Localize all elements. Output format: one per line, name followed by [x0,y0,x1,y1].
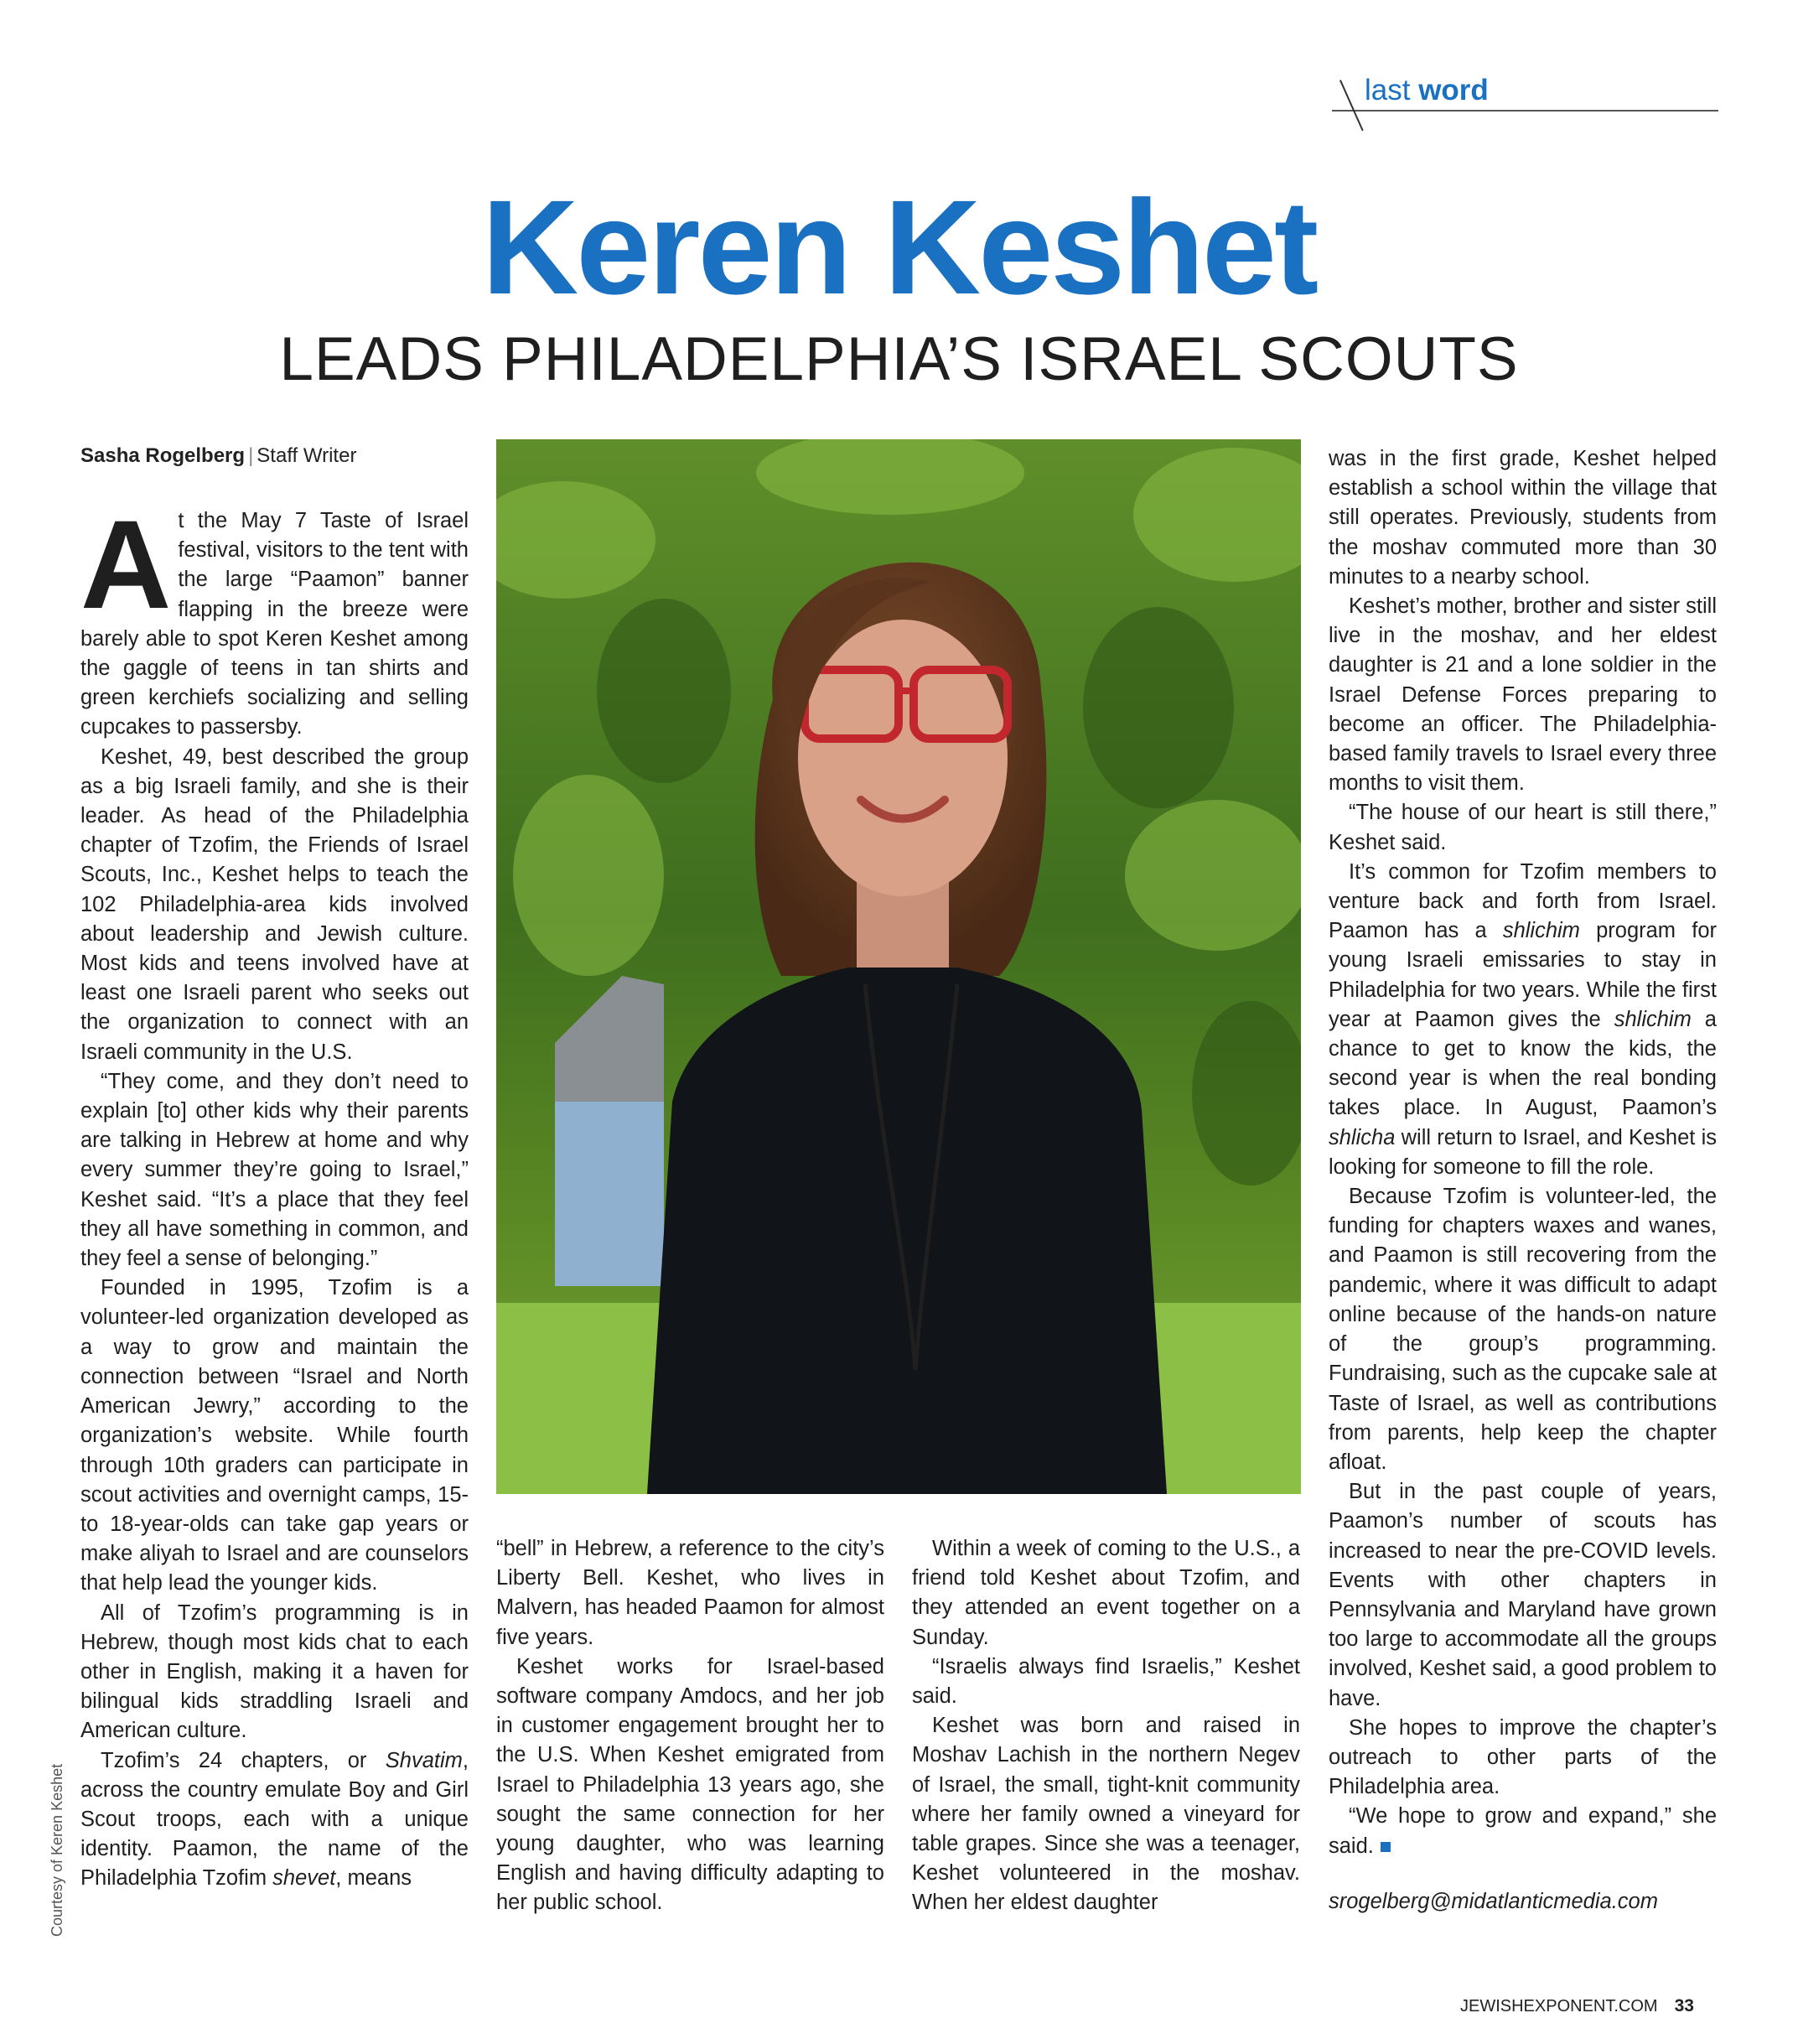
text-run: a chance to get to know the kids, the second year is when the real bonding takes place. In August, Paamon’s [1329,1007,1717,1120]
article-paragraph [80,1746,469,1894]
portrait-photo [496,439,1301,1494]
text-run: It’s common for Tzofim members to venture back and forth from Israel. Paamon has a [1329,859,1717,943]
article-paragraph [1329,1802,1717,1860]
italic-term: shlichim [1502,919,1580,943]
article-paragraph: Within a week of coming to the U.S., a friend told Keshet about Tzofim, and they attended an event together on a Sunday. [912,1537,1300,1649]
article-paragraph: Keshet works for Israel-based software company Amdocs, and her job in customer engagement brought her to the U.S. When Keshet emigrated from Israel to Philadelphia 13 years ago, she sought the same connection for her young daughter, who was learning English and having difficulty adapting to her public school. [496,1654,884,1915]
article-paragraph: She hopes to improve the chapter’s outreach to other parts of the Philadelphia area. [1329,1715,1717,1799]
article-paragraph: “bell” in Hebrew, a reference to the city’s Liberty Bell. Keshet, who lives in Malvern, has headed Paamon for almost five years. [496,1537,884,1649]
byline-name: Sasha Rogelberg [80,444,246,467]
article-paragraph: Because Tzofim is volunteer-led, the funding for chapters waxes and wanes, and Paamon is still recovering from the pandemic, where it was difficult to adapt online because of the hands-on nature of the group’s programming. Fundraising, such as the cupcake sale at Taste of Israel, as well as contributions from parents, help keep the chapter afloat. [1329,1185,1717,1474]
section-label-bold: word [1418,74,1489,106]
article-paragraph: was in the first grade, Keshet helped establish a school within the village that still operates. Previously, students from the moshav commuted more than 30 minutes to a nearby school. [1329,447,1717,589]
subheadline: LEADS PHILADELPHIA’S ISRAEL SCOUTS [279,325,1519,393]
article-paragraph: “They come, and they don’t need to explain [to] other kids why their parents are talking in Hebrew at home and why every summer they’re going to Israel,” Keshet said. “It’s a place that they feel they all have something in common, and they feel a sense of belonging.” [80,1069,469,1271]
page-number: 33 [1674,1996,1694,2015]
text-run: will return to Israel, and Keshet is looking for someone to fill the role. [1329,1125,1717,1179]
article-paragraph: Founded in 1995, Tzofim is a volunteer-led organization developed as a way to grow and maintain the connection between “Israel and North American Jewry,” according to the organization’s website. While fourth through 10th graders can participate in scout activities and overnight camps, 15- to 18-year-olds can take gap years or make aliyah to Israel and are counselors that help lead the younger kids. [80,1276,469,1595]
italic-term: Shvatim [385,1748,463,1772]
article-paragraph [1329,858,1717,1182]
italic-term: shevet [272,1866,336,1891]
portrait-illustration [496,439,1301,1494]
section-label-light: last [1365,74,1419,106]
article-paragraph: “Israelis always find Israelis,” Keshet said. [912,1654,1300,1709]
text-run: , means [335,1866,412,1891]
article-paragraph [80,494,469,743]
italic-term: shlichim [1614,1007,1692,1031]
paragraph-text: t the May 7 Taste of Israel festival, visitors to the tent with the large “Paamon” banner flapping in the breeze were barely able to spot Keren Keshet among the gaggle of teens in tan shirts and green kerchiefs socializing and selling cupcakes to passersby. [80,509,469,739]
article-paragraph: Keshet’s mother, brother and sister still live in the moshav, and her eldest daughter is 21 and a lone soldier in the Israel Defense Forces preparing to become an officer. The Philadelphia-based family travels to Israel every three months to visit them. [1329,594,1717,796]
article-paragraph: “The house of our heart is still there,” Keshet said. [1329,801,1717,854]
text-run: Tzofim’s 24 chapters, or [101,1748,386,1772]
headline: Keren Keshet [481,172,1317,322]
author-email[interactable]: srogelberg@midatlanticmedia.com [1329,1890,1658,1913]
article-paragraph: But in the past couple of years, Paamon’s number of scouts has increased to near the pre-COVID levels. Events with other chapters in Pennsylvania and Maryland have grown too large to accommodate all the groups involved, Keshet said, a good problem to have. [1329,1480,1717,1710]
article-paragraph: Keshet was born and raised in Moshav Lachish in the northern Negev of Israel, the small, tight-knit community where her family owned a vineyard for table grapes. Since she was a teenager, Keshet volunteered in the moshav. When her eldest daughter [912,1714,1300,1915]
text-run: program for young Israeli emissaries to stay in Philadelphia for two years. While the first year at Paamon gives the [1329,919,1717,1031]
article-paragraph: All of Tzofim’s programming is in Hebrew, though most kids chat to each other in English, making it a haven for bilingual kids straddling Israeli and American culture. [80,1600,469,1743]
page-footer [1460,1996,1694,2016]
article-column-2 [496,1534,884,1918]
byline-role: Staff Writer [256,444,357,467]
section-label [1365,74,1489,107]
footer-site: JEWISHEXPONENT.COM [1460,1997,1658,2015]
article-paragraph: Keshet, 49, best described the group as a big Israeli family, and she is their leader. As head of the Philadelphia chapter of Tzofim, the Friends of Israel Scouts, Inc., Keshet helps to teach the 102 Philadelphia-area kids involved about leadership and Jewish culture. Most kids and teens involved have at least one Israeli parent who seeks out the organization to connect with an Israeli community in the U.S. [80,744,469,1064]
text-run: “We hope to grow and expand,” she said. [1329,1804,1717,1858]
drop-cap: A [80,494,172,635]
end-mark-icon [1381,1842,1391,1852]
byline-separator: | [248,444,254,467]
article-column-1 [80,494,469,1894]
section-rule [1332,110,1718,112]
text-run: , across the country emulate Boy and Girl Scout troops, each with a unique identity. Paamon, the name of the Philadelphia Tzofim [80,1748,469,1891]
photo-credit: Courtesy of Keren Keshet [49,1763,65,1937]
article-column-4 [1329,444,1717,1861]
article-column-3 [912,1534,1300,1918]
section-slash [1339,80,1364,131]
italic-term: shlicha [1329,1125,1396,1149]
byline [80,444,356,468]
